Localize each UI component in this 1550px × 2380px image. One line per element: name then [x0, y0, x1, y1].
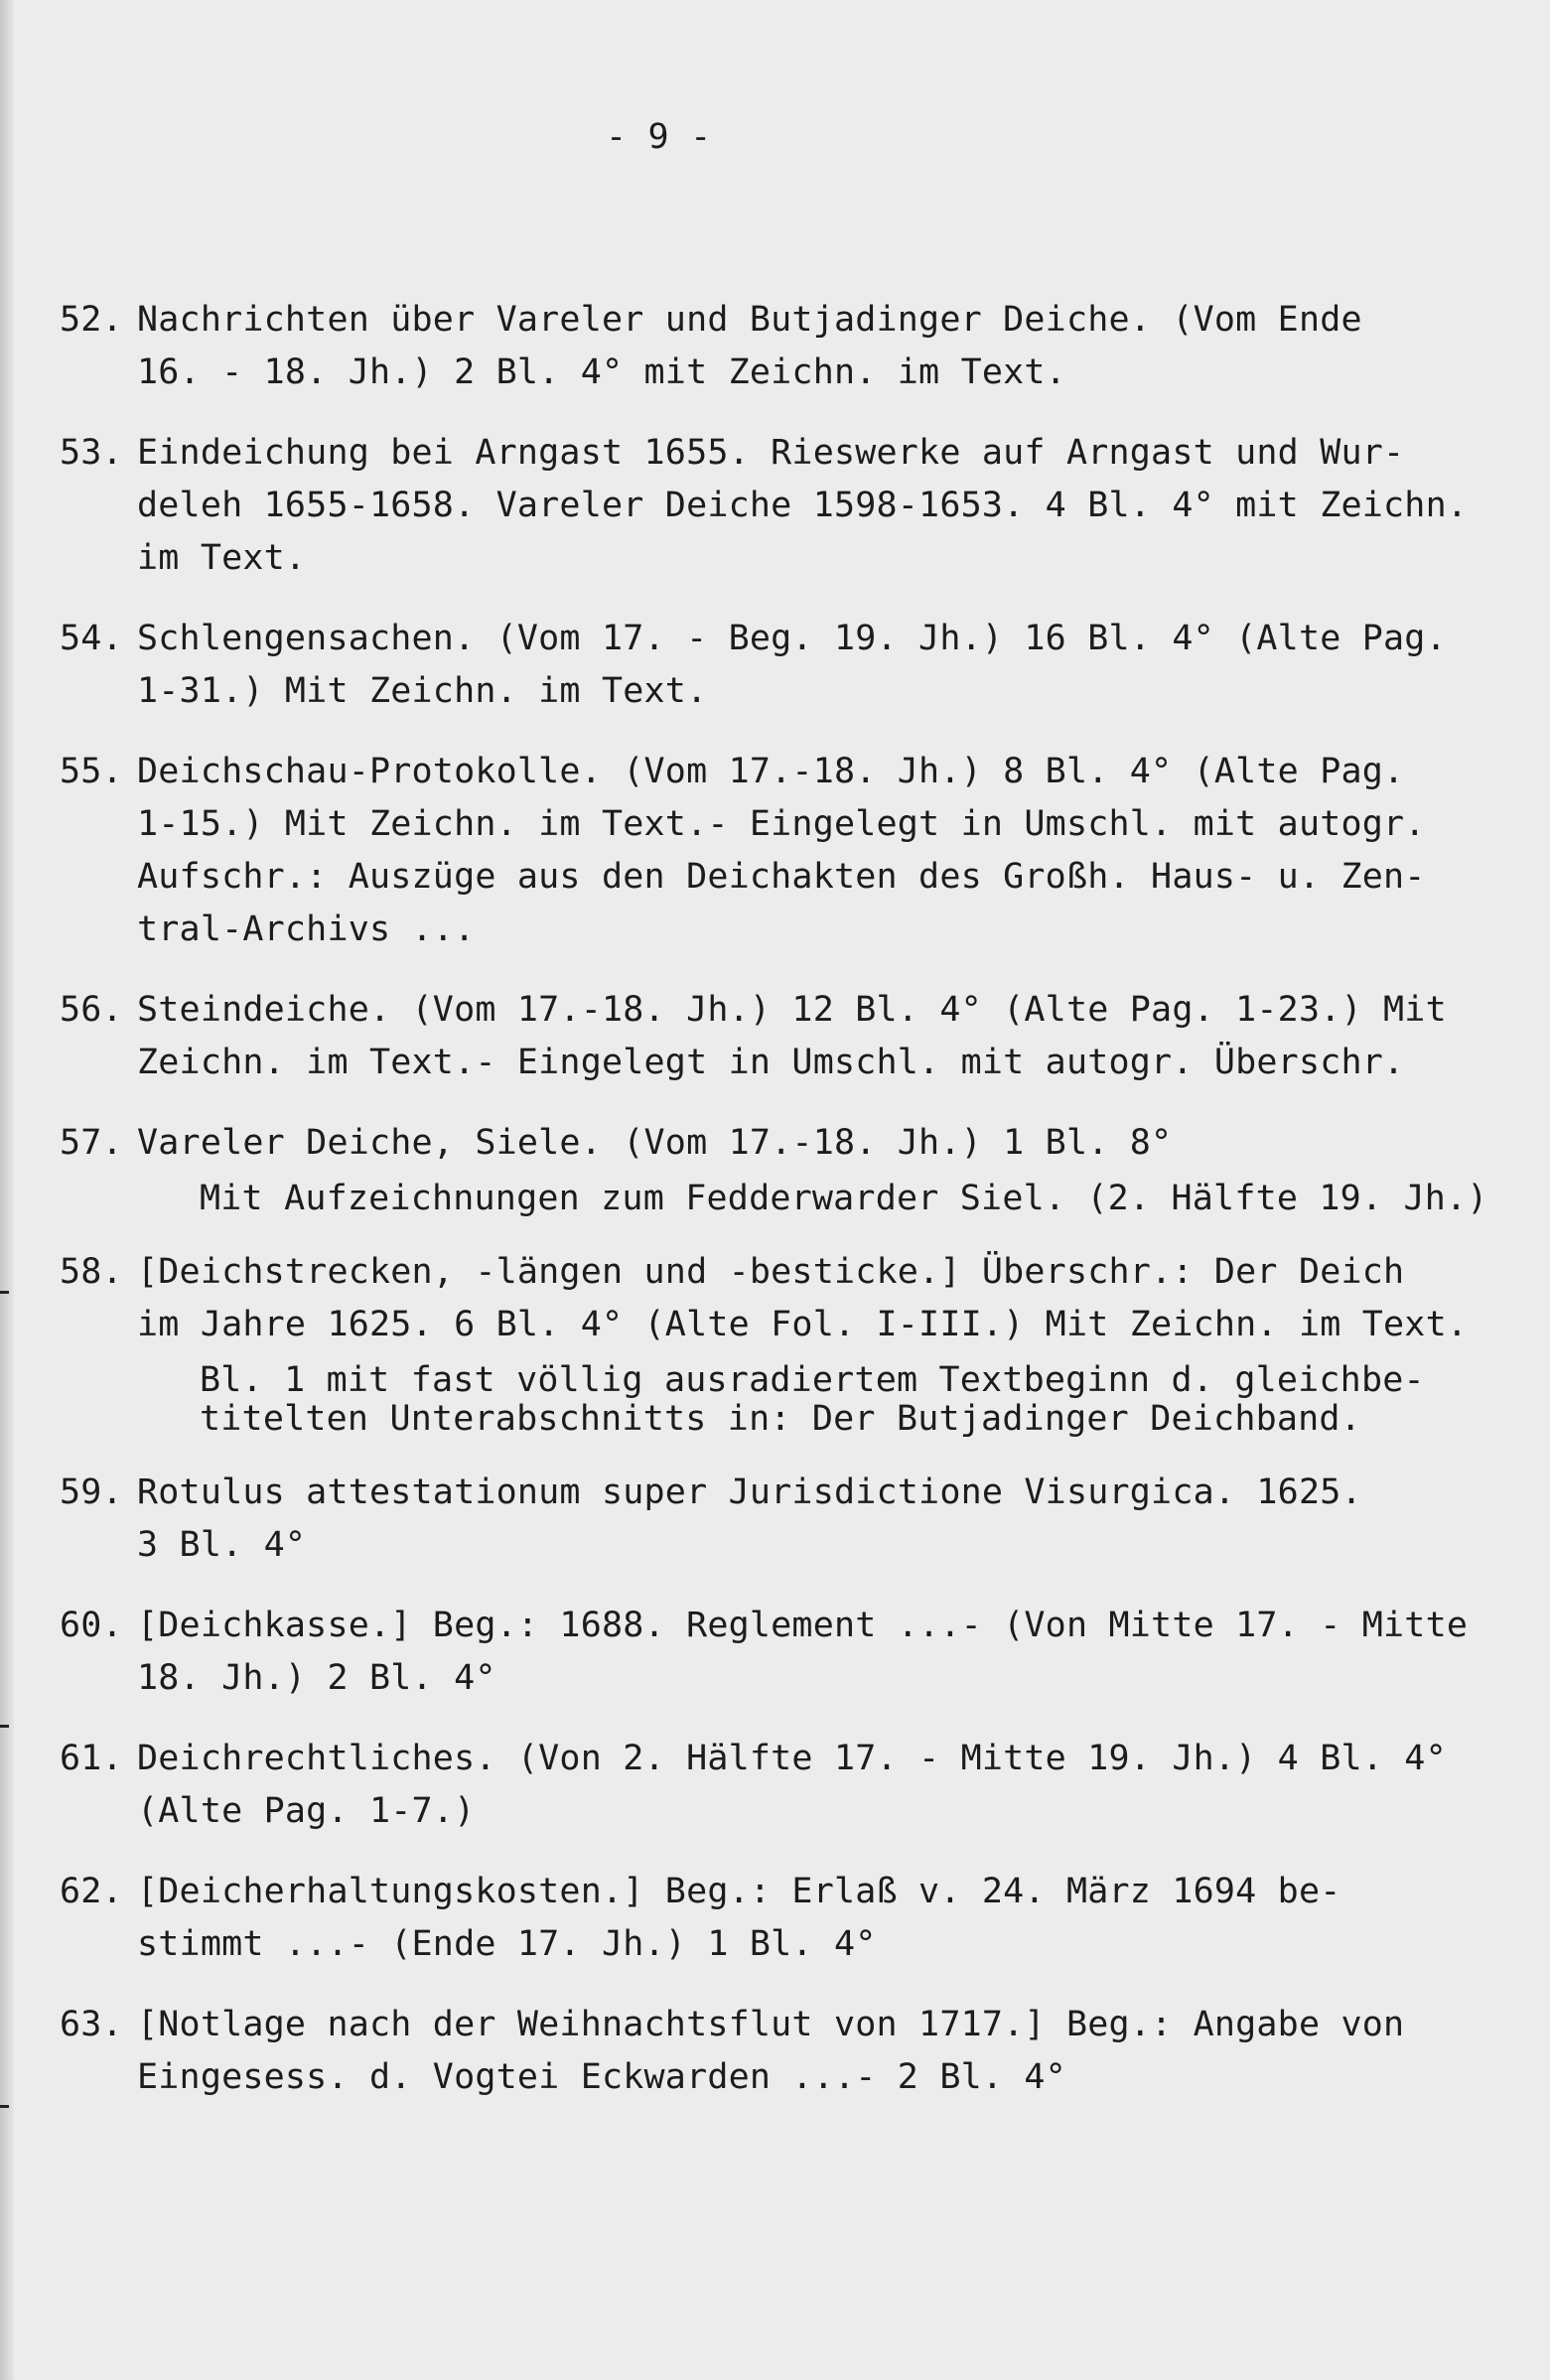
entry-number: 60.: [60, 1606, 123, 1645]
entry-number: 54.: [60, 619, 123, 658]
entry-number: 56.: [60, 990, 123, 1030]
entry-text-line: 16. - 18. Jh.) 2 Bl. 4° mit Zeichn. im Text.: [137, 352, 1066, 392]
entry-text-line: [Deichkasse.] Beg.: 1688. Reglement ...- (Von Mitte 17. - Mitte: [137, 1606, 1469, 1645]
entry-text-line: [Deicherhaltungskosten.] Beg.: Erlaß v. 24. März 1694 be-: [137, 1872, 1341, 1911]
entry-text-line: Eingesess. d. Vogtei Eckwarden ...- 2 Bl. 4°: [137, 2057, 1066, 2097]
entry-number: 61.: [60, 1739, 123, 1778]
entry-number: 62.: [60, 1872, 123, 1911]
catalog-entry: [60, 1866, 1499, 1971]
page-number: - 9 -: [606, 117, 712, 157]
entry-text-line: Steindeiche. (Vom 17.-18. Jh.) 12 Bl. 4° (Alte Pag. 1-23.) Mit: [137, 990, 1447, 1030]
entry-note-line: Mit Aufzeichnungen zum Fedderwarder Siel. (2. Hälfte 19. Jh.): [200, 1179, 1488, 1218]
entry-text-line: 3 Bl. 4°: [137, 1525, 307, 1565]
catalog-entry: [60, 1733, 1499, 1838]
entry-text-line: Schlengensachen. (Vom 17. - Beg. 19. Jh.) 16 Bl. 4° (Alte Pag.: [137, 619, 1447, 658]
page-left-edge: [0, 0, 14, 2380]
entry-text-line: Deichschau-Protokolle. (Vom 17.-18. Jh.) 8 Bl. 4° (Alte Pag.: [137, 752, 1405, 791]
entry-text-line: 18. Jh.) 2 Bl. 4°: [137, 1658, 496, 1698]
entry-text-line: 1-15.) Mit Zeichn. im Text.- Eingelegt in Umschl. mit autogr.: [137, 804, 1426, 844]
entry-number: 63.: [60, 2005, 123, 2044]
catalog-entry: [60, 1467, 1499, 1572]
catalog-entry: [60, 1117, 1499, 1218]
catalog-entry: [60, 1600, 1499, 1705]
entry-number: 53.: [60, 433, 123, 473]
entry-text-line: im Jahre 1625. 6 Bl. 4° (Alte Fol. I-III.) Mit Zeichn. im Text.: [137, 1305, 1469, 1344]
entry-note: [137, 1361, 1499, 1439]
entry-number: 58.: [60, 1252, 123, 1292]
catalog-entry: [60, 984, 1499, 1089]
catalog-entry: [60, 746, 1499, 956]
entry-note: [137, 1180, 1499, 1218]
entry-number: 57.: [60, 1123, 123, 1163]
entry-number: 59.: [60, 1472, 123, 1512]
entry-text-line: Vareler Deiche, Siele. (Vom 17.-18. Jh.) 1 Bl. 8°: [137, 1123, 1173, 1163]
entry-text-line: Rotulus attestationum super Jurisdictione Visurgica. 1625.: [137, 1472, 1362, 1512]
entry-list: [60, 294, 1499, 2132]
entry-text-line: Nachrichten über Vareler und Butjadinger Deiche. (Vom Ende: [137, 300, 1362, 340]
entry-number: 52.: [60, 300, 123, 340]
entry-text-line: im Text.: [137, 538, 307, 578]
catalog-entry: [60, 613, 1499, 718]
margin-mark: [0, 1725, 9, 1728]
entry-text-line: Deichrechtliches. (Von 2. Hälfte 17. - Mitte 19. Jh.) 4 Bl. 4°: [137, 1739, 1447, 1778]
margin-mark: [0, 2105, 9, 2108]
catalog-entry: [60, 427, 1499, 585]
entry-text-line: tral-Archivs ...: [137, 910, 476, 949]
catalog-entry: [60, 294, 1499, 399]
entry-text-line: (Alte Pag. 1-7.): [137, 1791, 476, 1831]
entry-text-line: Eindeichung bei Arngast 1655. Rieswerke auf Arngast und Wur-: [137, 433, 1405, 473]
catalog-entry: [60, 1999, 1499, 2104]
entry-text-line: stimmt ...- (Ende 17. Jh.) 1 Bl. 4°: [137, 1924, 877, 1964]
entry-text-line: Zeichn. im Text.- Eingelegt in Umschl. mit autogr. Überschr.: [137, 1043, 1405, 1082]
entry-text-line: 1-31.) Mit Zeichn. im Text.: [137, 671, 708, 711]
entry-text-line: deleh 1655-1658. Vareler Deiche 1598-1653. 4 Bl. 4° mit Zeichn.: [137, 486, 1469, 525]
entry-text-line: [Deichstrecken, -längen und -besticke.] Überschr.: Der Deich: [137, 1252, 1405, 1292]
entry-note-line: Bl. 1 mit fast völlig ausradiertem Textbeginn d. gleichbe-: [200, 1360, 1425, 1400]
entry-text-line: Aufschr.: Auszüge aus den Deichakten des Großh. Haus- u. Zen-: [137, 857, 1426, 897]
catalog-entry: [60, 1246, 1499, 1439]
entry-text-line: [Notlage nach der Weihnachtsflut von 1717.] Beg.: Angabe von: [137, 2005, 1405, 2044]
margin-mark: [0, 1291, 9, 1294]
entry-note-line: titelten Unterabschnitts in: Der Butjadinger Deichband.: [200, 1399, 1361, 1439]
entry-number: 55.: [60, 752, 123, 791]
